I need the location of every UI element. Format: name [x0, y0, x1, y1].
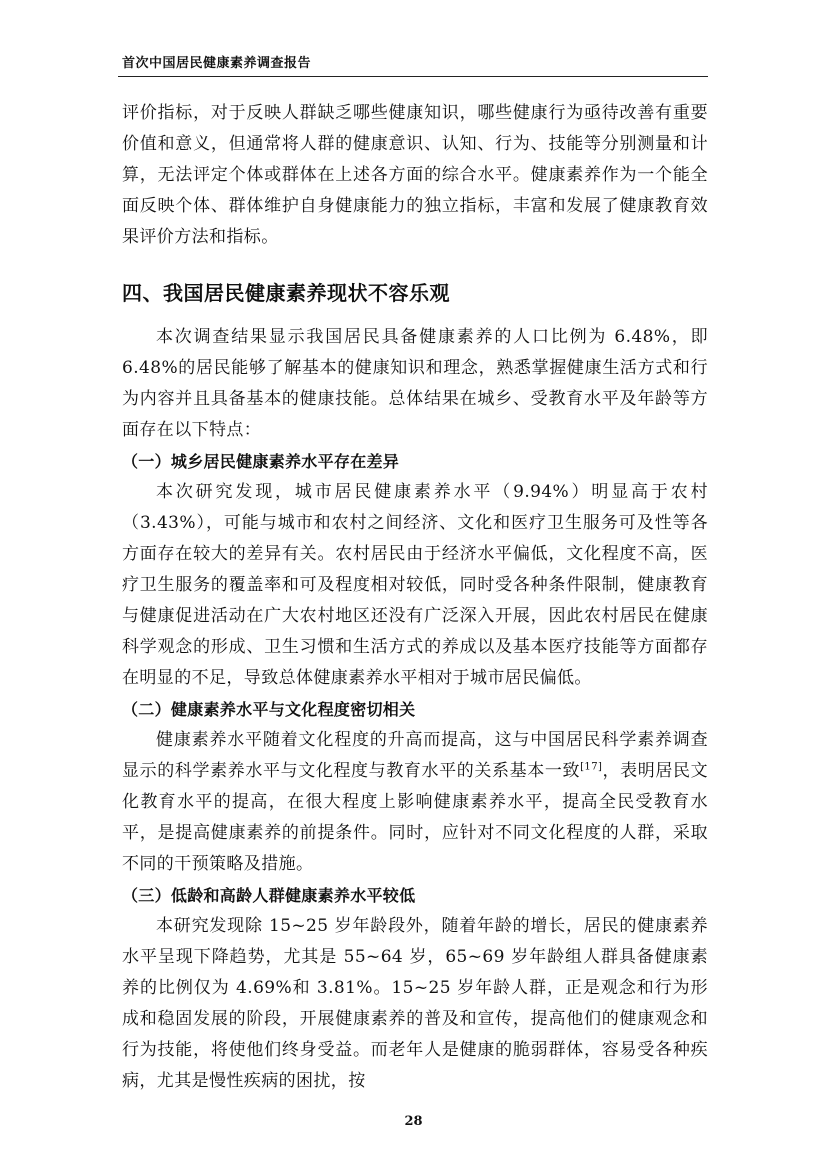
paragraph-survey-result: 本次调查结果显示我国居民具备健康素养的人口比例为 6.48%，即 6.48%的居民能够了解基本的健康知识和理念，熟悉掌握健康生活方式和行为内容并且具备基本的健康技能。总体结果在城乡、受教育水平及年龄等方面存在以下特点： — [122, 327, 708, 440]
paragraph-urban-rural: 本次研究发现，城市居民健康素养水平（9.94%）明显高于农村（3.43%），可能与城市和农村之间经济、文化和医疗卫生服务可及性等各方面存在较大的差异有关。农村居民由于经济水平偏低，文化程度不高，医疗卫生服务的覆盖率和可及程度相对较低，同时受各种条件限制，健康教育与健康促进活动在广大农村地区还没有广泛深入开展，因此农村居民在健康科学观念的形成、卫生习惯和生活方式的养成以及基本医疗技能等方面都存在明显的不足，导致总体健康素养水平相对于城市居民偏低。 — [122, 482, 708, 688]
subsection-heading-urban-rural: （一）城乡居民健康素养水平存在差异 — [122, 452, 400, 471]
header-rule — [118, 76, 708, 77]
page-number: 28 — [404, 1114, 423, 1129]
paragraph-education-text-b: ，表明居民文化教育水平的提高，在很大程度上影响健康素养水平，提高全民受教育水平，是提高健康素养的前提条件。同时，应针对不同文化程度的人群，采取不同的干预策略及措施。 — [122, 761, 708, 874]
body-content — [122, 98, 708, 1097]
paragraph-continuation: 评价指标，对于反映人群缺乏哪些健康知识，哪些健康行为亟待改善有重要价值和意义，但通常将人群的健康意识、认知、行为、技能等分别测量和计算，无法评定个体或群体在上述各方面的综合水平。健康素养作为一个能全面反映个体、群体维护自身健康能力的独立指标，丰富和发展了健康教育效果评价方法和指标。 — [122, 103, 708, 247]
subsection-heading-education: （二）健康素养水平与文化程度密切相关 — [122, 700, 416, 719]
subsection-heading-age: （三）低龄和高龄人群健康素养水平较低 — [122, 886, 416, 905]
section-heading: 四、我国居民健康素养现状不容乐观 — [122, 281, 450, 305]
citation-reference: [17] — [580, 761, 603, 773]
paragraph-age: 本研究发现除 15~25 岁年龄段外，随着年龄的增长，居民的健康素养水平呈现下降趋势，尤其是 55~64 岁，65~69 岁年龄组人群具备健康素养的比例仅为 4.69%和 3.81%。15~25 岁年龄人群，正是观念和行为形成和稳固发展的阶段，开展健康素养的普及和宣传，提高他们的健康观念和行为技能，将使他们终身受益。而老年人是健康的脆弱群体，容易受各种疾病，尤其是慢性疾病的困扰，按 — [122, 916, 708, 1091]
paragraph-education-text-a: 健康素养水平随着文化程度的升高而提高，这与中国居民科学素养调查显示的科学素养水平与文化程度与教育水平的关系基本一致 — [122, 730, 708, 781]
paragraph-education — [122, 725, 708, 880]
running-header: 首次中国居民健康素养调查报告 — [122, 56, 312, 71]
